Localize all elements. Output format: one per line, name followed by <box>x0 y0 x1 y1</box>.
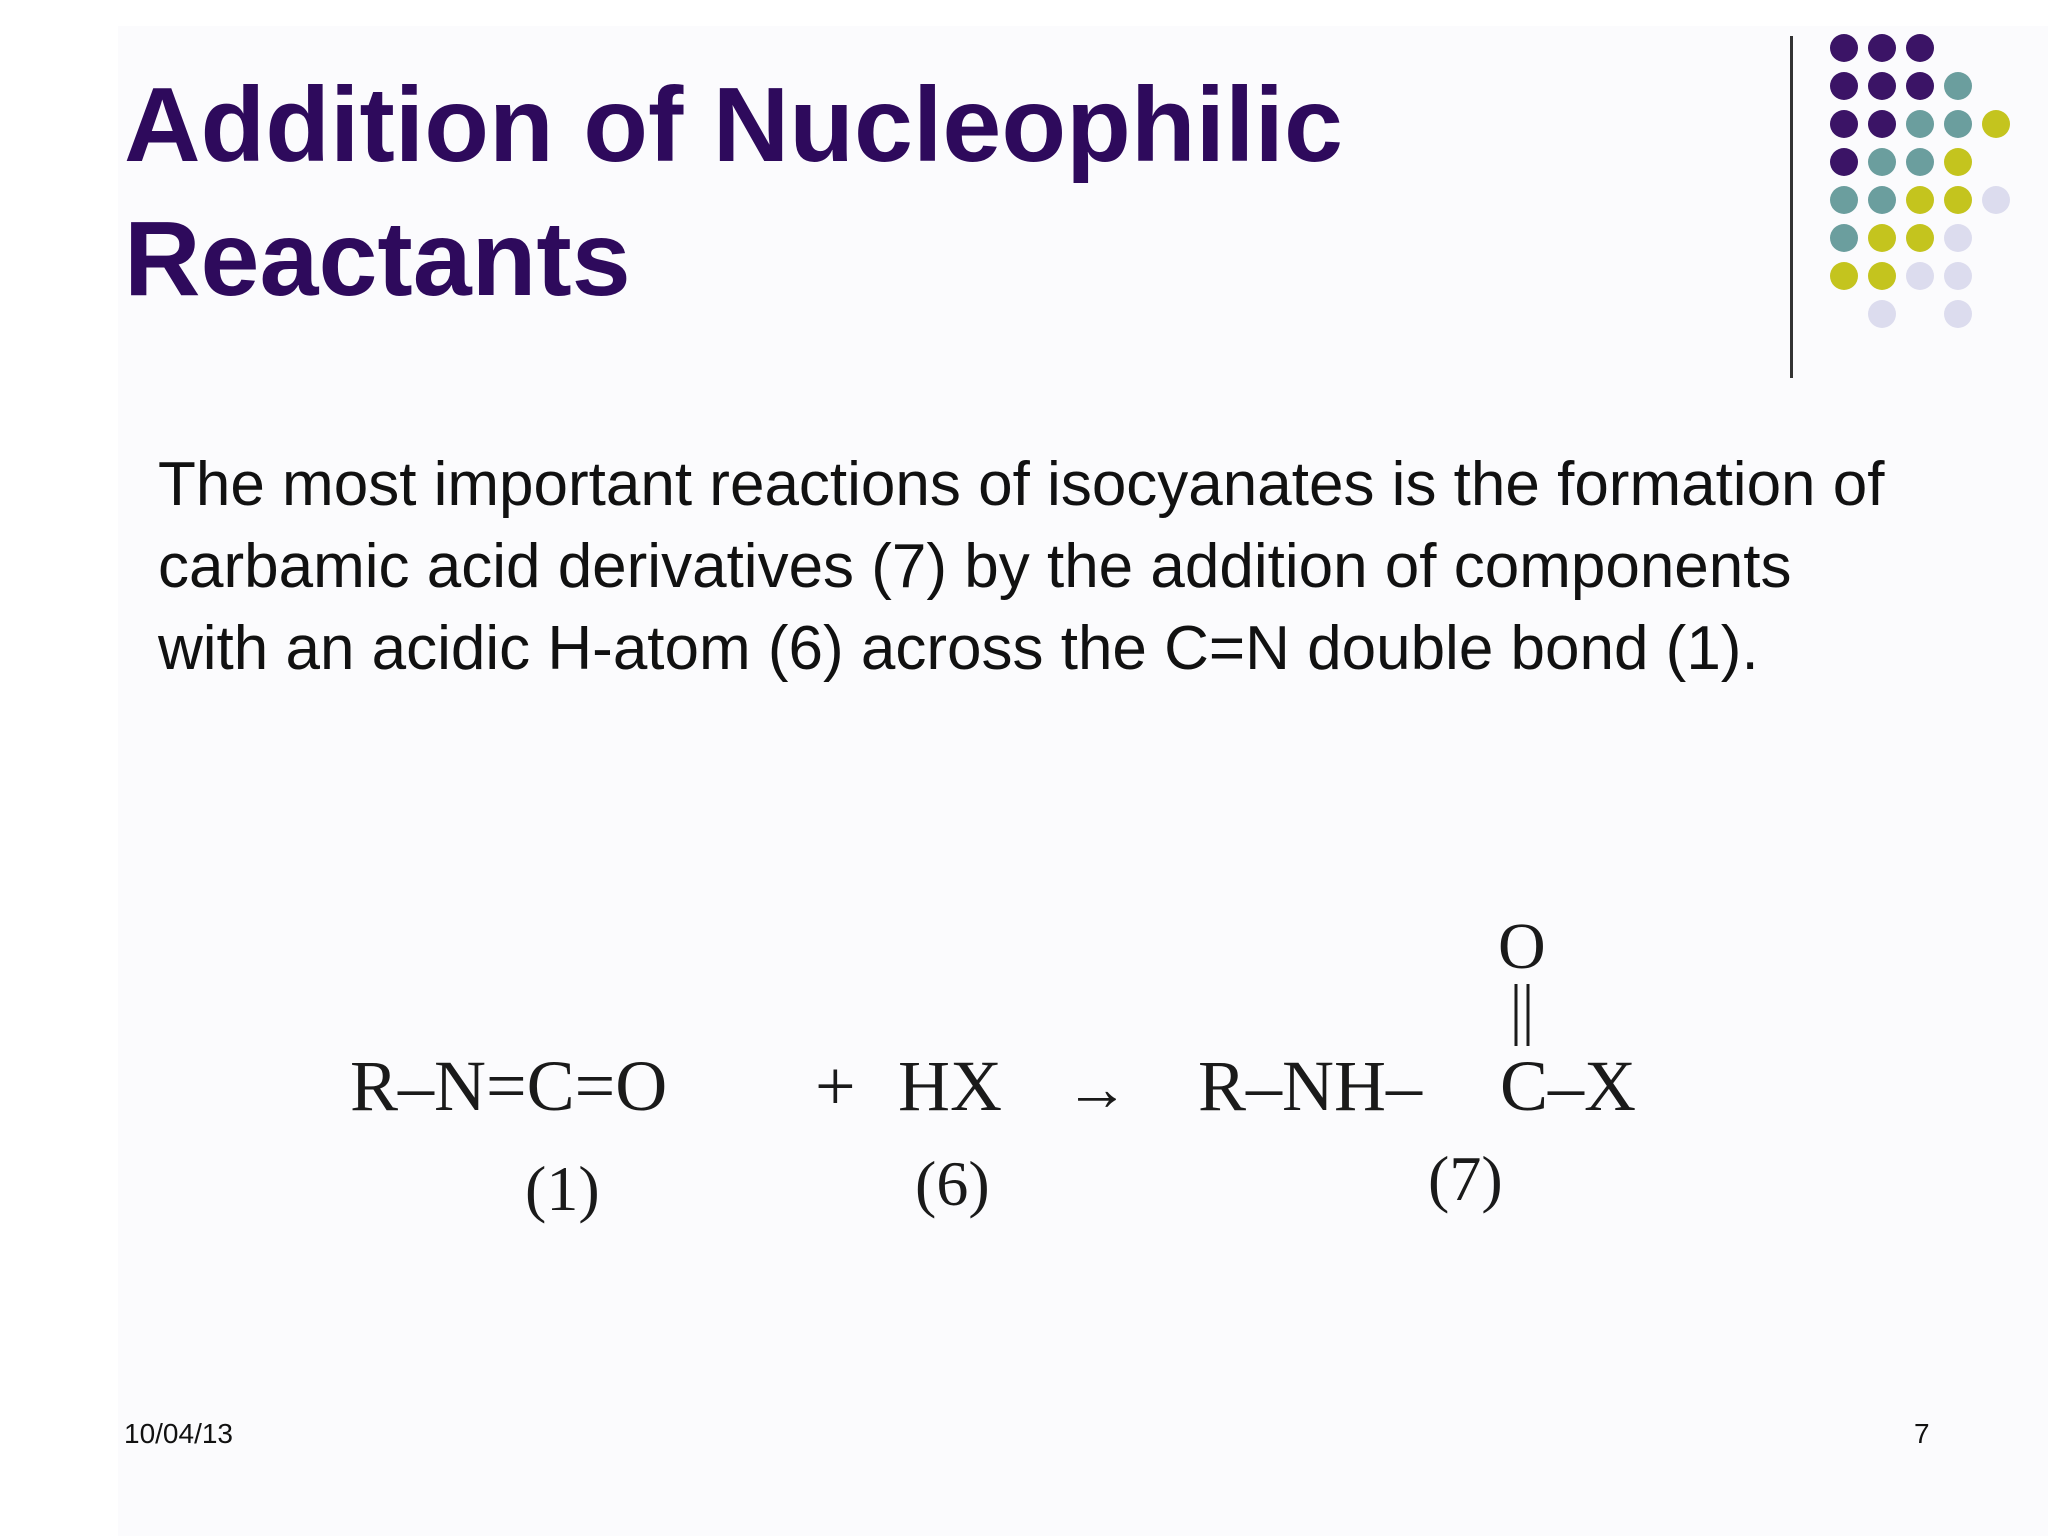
dot-purple <box>1868 34 1896 62</box>
dot-purple <box>1830 34 1858 62</box>
dot-olive <box>1906 224 1934 252</box>
dot-lavender <box>1944 262 1972 290</box>
plus-sign: + <box>815 1046 856 1126</box>
dot-teal <box>1906 148 1934 176</box>
product-suffix: –X <box>1548 1046 1636 1126</box>
dot-purple <box>1830 110 1858 138</box>
dot-olive <box>1906 186 1934 214</box>
reaction-equation <box>200 860 1940 1280</box>
dot-purple <box>1906 34 1934 62</box>
dot-purple <box>1830 72 1858 100</box>
product-carbon: C <box>1500 1046 1549 1126</box>
body-paragraph: The most important reactions of isocyanates is the formation of carbamic acid derivatives (7) by the addition of components with an acidic H-atom (6) across the C=N double bond (1). <box>158 450 1885 683</box>
footer-page-number: 7 <box>1914 1418 1930 1449</box>
dot-teal <box>1868 186 1896 214</box>
label-compound-7: (7) <box>1428 1143 1503 1214</box>
dot-lavender <box>1982 186 2010 214</box>
dot-lavender <box>1944 300 1972 328</box>
dot-olive <box>1868 262 1896 290</box>
dot-lavender <box>1906 262 1934 290</box>
dot-olive <box>1868 224 1896 252</box>
dot-olive <box>1982 110 2010 138</box>
dot-purple <box>1868 72 1896 100</box>
dot-purple <box>1868 110 1896 138</box>
dot-lavender <box>1868 300 1896 328</box>
label-compound-6: (6) <box>915 1148 990 1219</box>
dot-olive <box>1944 186 1972 214</box>
footer-date: 10/04/13 <box>124 1418 233 1449</box>
reactant-hx: HX <box>898 1046 1002 1126</box>
dot-teal <box>1830 186 1858 214</box>
dot-teal <box>1944 110 1972 138</box>
dot-teal <box>1944 72 1972 100</box>
dot-lavender <box>1944 224 1972 252</box>
reaction-arrow: → <box>1065 1053 1129 1124</box>
dot-olive <box>1944 148 1972 176</box>
slide-title: Addition of Nucleophilic Reactants <box>124 66 1343 318</box>
dot-teal <box>1830 224 1858 252</box>
dot-teal <box>1906 110 1934 138</box>
dot-purple <box>1830 148 1858 176</box>
header-divider <box>1790 36 1793 378</box>
dot-olive <box>1830 262 1858 290</box>
dot-teal <box>1868 148 1896 176</box>
carbonyl-oxygen: O <box>1498 910 1546 983</box>
label-compound-1: (1) <box>525 1153 600 1224</box>
dot-purple <box>1906 72 1934 100</box>
product-prefix: R–NH– <box>1198 1046 1423 1126</box>
reactant-isocyanate: R–N=C=O <box>350 1046 668 1126</box>
